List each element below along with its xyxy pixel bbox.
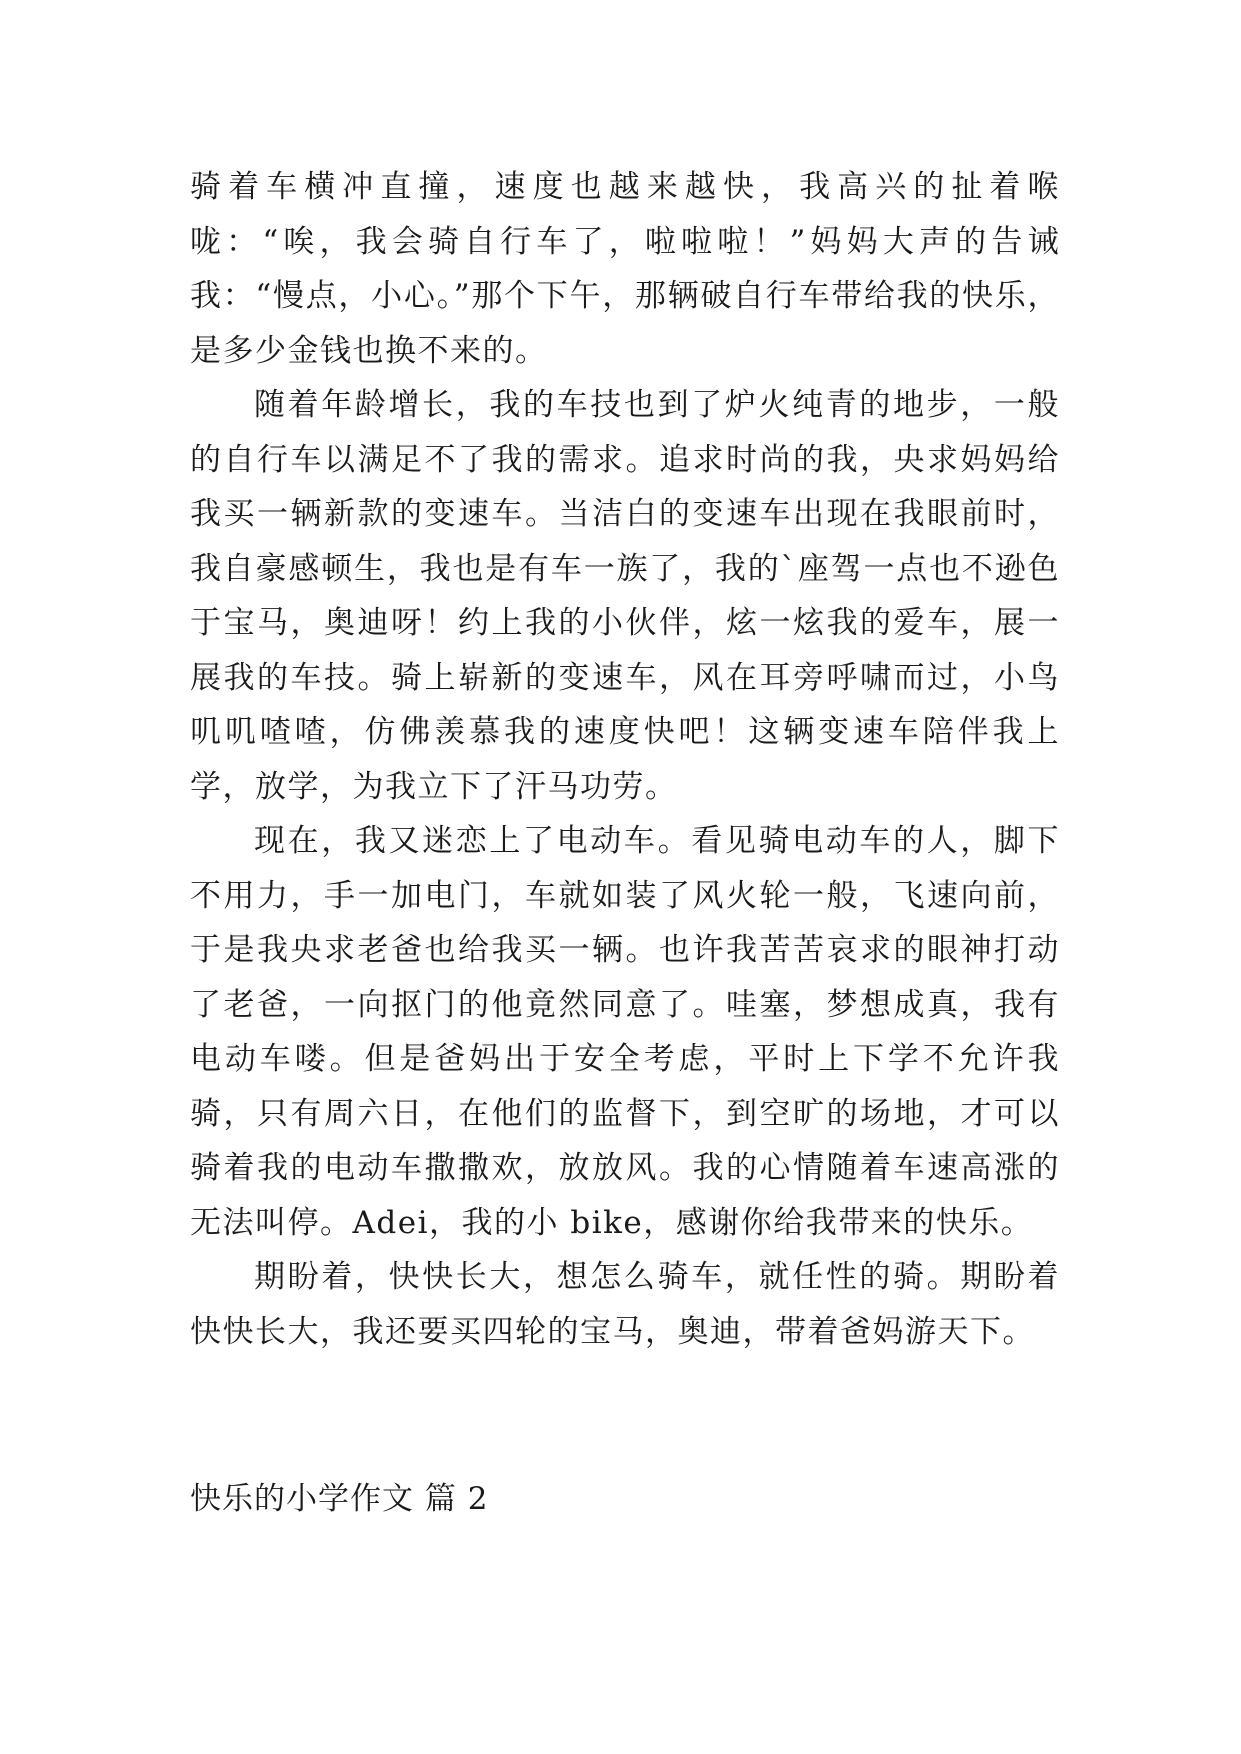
- paragraph-4: 期盼着，快快长大，想怎么骑车，就任性的骑。期盼着快快长大，我还要买四轮的宝马，奥迪，带着爸妈游天下。: [190, 1259, 1060, 1350]
- paragraph-2: 随着年龄增长，我的车技也到了炉火纯青的地步，一般的自行车以满足不了我的需求。追求时尚的我，央求妈妈给我买一辆新款的变速车。当洁白的变速车出现在我眼前时，我自豪感顿生，我也是有车一族了，我的`座驾一点也不逊色于宝马，奥迪呀！约上我的小伙伴，炫一炫我的爱车，展一展我的车技。骑上崭新的变速车，风在耳旁呼啸而过，小鸟叽叽喳喳，仿佛羡慕我的速度快吧！这辆变速车陪伴我上学，放学，为我立下了汗马功劳。: [190, 387, 1060, 805]
- paragraph-3: 现在，我又迷恋上了电动车。看见骑电动车的人，脚下不用力，手一加电门，车就如装了风火轮一般，飞速向前，于是我央求老爸也给我买一辆。也许我苦苦哀求的眼神打动了老爸，一向抠门的他竟然同意了。哇塞，梦想成真，我有电动车喽。但是爸妈出于安全考虑，平时上下学不允许我骑，只有周六日，在他们的监督下，到空旷的场地，才可以骑着我的电动车撒撒欢，放放风。我的心情随着车速高涨的无法叫停。Adei，我的小 bike，感谢你给我带来的快乐。: [190, 823, 1060, 1241]
- paragraph-1: 骑着车横冲直撞，速度也越来越快，我高兴的扯着喉咙：“唉，我会骑自行车了，啦啦啦！”妈妈大声的告诫我：“慢点，小心。”那个下午，那辆破自行车带给我的快乐，是多少金钱也换不来的。: [190, 169, 1060, 369]
- essay-body: [190, 160, 1060, 1359]
- section-heading: 快乐的小学作文 篇 2: [190, 1481, 489, 1517]
